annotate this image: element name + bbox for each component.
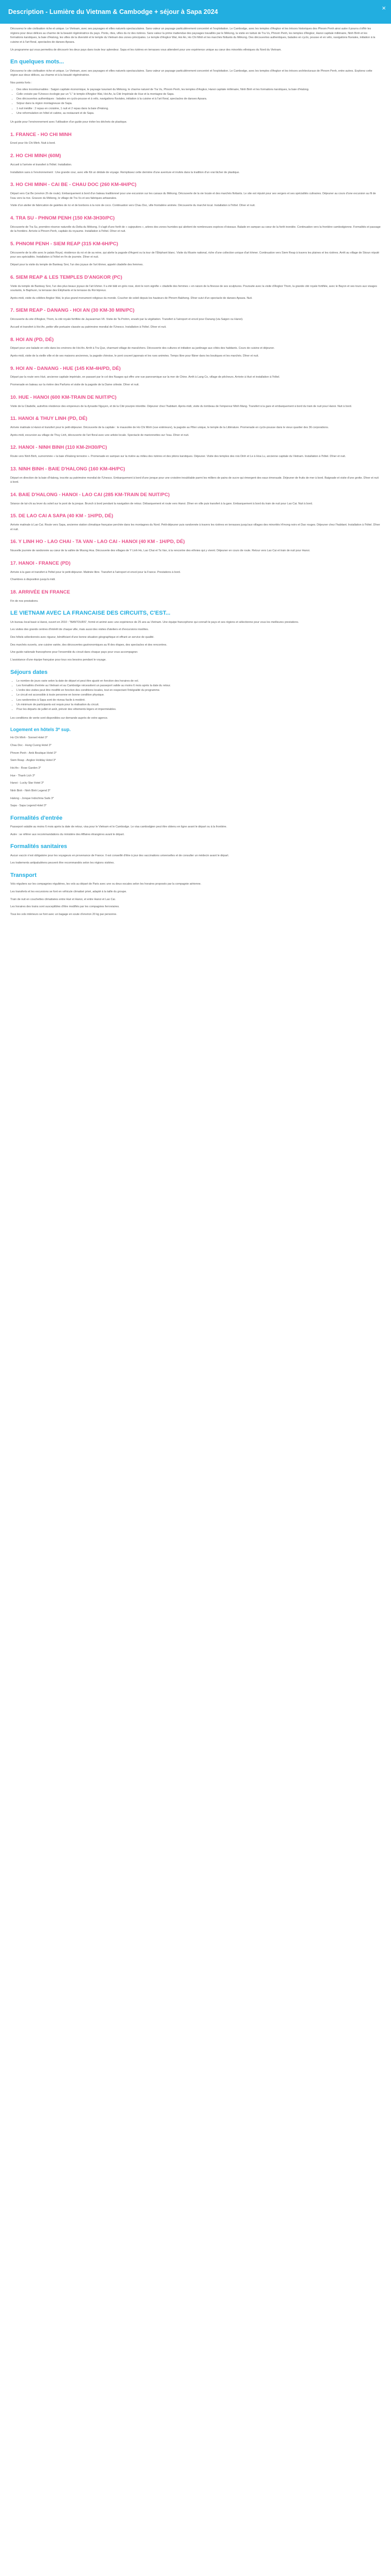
itinerary-day-heading: 7. SIEM REAP - DANANG - HOI AN (30 KM-30 MIN/PC) bbox=[10, 308, 135, 314]
itinerary-day-heading: 18. ARRIVÉE EN FRANCE bbox=[10, 589, 70, 595]
section-heading: Formalités sanitaires bbox=[10, 843, 68, 850]
list-item: • Les formalités d'entrée au Vietnam et au Cambodge nécessitent un passeport valide au moins 6 mois après la date du retour. bbox=[17, 684, 381, 688]
itinerary-day-heading: 10. HUE - HANOI (600 KM-TRAIN DE NUIT/PC) bbox=[10, 394, 117, 400]
section-paragraph: Départ pour la visite du temple de Banteay Srei, l'un des joyaux de l'art khmer, appelé citadelle des femmes. bbox=[10, 263, 143, 267]
section-heading: Logement en hôtels 3* sup. bbox=[10, 726, 71, 732]
section-paragraph: Nouvelle journée de randonnée au cœur de la vallée de Muong Hoa. Découverte des villages de Y Linh Ho, Lao Chai et Ta Van, à la rencontre des ethnies qui y vivent. Déjeuner en cours de route. Retour vers Lao Cai et train de nuit pour Hanoi. bbox=[10, 549, 311, 553]
itinerary-day-heading: 4. TRA SU - PHNOM PENH (150 KM-3H30/PC) bbox=[10, 215, 115, 221]
page bbox=[0, 0, 391, 917]
description-body bbox=[0, 24, 391, 917]
itinerary-day-heading: 1. FRANCE - HO CHI MINH bbox=[10, 131, 72, 138]
section-paragraph: Halong - Jonque Indochina Sails 3* bbox=[10, 796, 54, 800]
itinerary-day-heading: 11. HANOI & THUY LINH (PD, DÉ) bbox=[10, 416, 88, 422]
section-paragraph: Route vers Ninh Binh, surnommée « la baie d'Halong terrestre ». Promenade en sampan sur la rivière au milieu des rizières et des pitons karstiques. Déjeuner. Visite des temples des rois Dinh et Le à Hoa Lu, ancienne capitale du Vietnam. Installation à l'hôtel. Dîner et nuit. bbox=[10, 455, 346, 459]
section-paragraph: Visite du temple de Banteay Srei, l'un des plus beaux joyaux de l'art khmer. Il a été bâti en grès rose, dont le nom signifie « citadelle des femmes » en raison de la finesse de ses sculptures. Poursuite avec la visite d'Angkor Thom, la grande cité royale fortifiée, avec le Bayon et ses tours aux visages souriants, le Baphuon, la terrasse des Éléphants et la terrasse du Roi lépreux. bbox=[10, 284, 377, 293]
section-heading: Formalités d'entrée bbox=[10, 815, 63, 821]
section-paragraph: Visite d'un atelier de fabrication de galettes de riz et de bonbons à la noix de coco. Continuation vers Chau Doc, ville frontalière animée. Découverte du marché local. Installation à l'hôtel. Dîner et nuit. bbox=[10, 204, 255, 208]
section-paragraph: Les transferts et les excursions se font en véhicule climatisé privé, adapté à la taille du groupe. bbox=[10, 890, 127, 893]
section-paragraph: Autre : se référer aux recommandations du ministère des Affaires étrangères avant le départ. bbox=[10, 833, 125, 836]
itinerary-day-heading: 8. HOI AN (PD, DÉ) bbox=[10, 336, 54, 343]
itinerary-day-heading: 17. HANOI - FRANCE (PD) bbox=[10, 560, 71, 566]
section-paragraph: Accueil et transfert à Hoi An, petite ville portuaire classée au patrimoine mondial de l'Unesco. Installation à l'hôtel. Dîner et nuit. bbox=[10, 325, 167, 329]
section-paragraph: Aucun vaccin n'est obligatoire pour les voyageurs en provenance de France. Il est conseillé d'être à jour des vaccinations universelles et de consulter un médecin avant le départ. bbox=[10, 854, 229, 857]
bullet-list bbox=[10, 679, 381, 712]
section-paragraph: Siem Reap - Angkor Holiday Hotel 3* bbox=[10, 759, 56, 762]
section-note: Un guide pour l'environnement avec l'utilisation d'un guide pour éviter les déchets de plastique. bbox=[10, 120, 127, 124]
section-paragraph: Départ pour une balade en vélo dans les environs de Hoi An. Arrêt à Tra Que, charmant village de maraîchers. Découverte des cultures et initiation au jardinage aux côtés des habitants. Cours de cuisine et déjeuner. bbox=[10, 347, 275, 350]
list-item: • Pour les départs de juillet et août, prévoir des vêtements légers et imperméables. bbox=[17, 707, 381, 712]
section-paragraph: Arrivée matinale à Lao Cai. Route vers Sapa, ancienne station climatique française perchée dans les montagnes du Nord. Petit-déjeuner puis randonnée à travers les rizières en terrasses jusqu'aux villages des minorités H'mong noirs et Dao rouges. Déjeuner chez l'habitant. Installation à l'hôtel. Dîner et nuit. bbox=[10, 523, 380, 531]
section-paragraph: Train de nuit en couchettes climatisées entre Hué et Hanoi, et entre Hanoi et Lao Cai. bbox=[10, 897, 116, 901]
section-paragraph: Un bureau local basé à Hanoi, ouvert en 2010 : "BANTOURS", formé et animé avec une expérience de 25 ans au Vietnam. Une équipe francophone qui connaît le pays et ses régions et sélectionne pour vous les meilleures prestations. bbox=[10, 620, 299, 624]
list-item: • Séjour dans la région montagneuse de Sapa. bbox=[17, 101, 381, 106]
list-item: • Un minimum de participants est requis pour la réalisation du circuit. bbox=[17, 703, 381, 707]
list-item: • Des découvertes authentiques : balades en cyclo-pousse et à vélo, navigations fluviales, initiation à la cuisine et à l'art floral, spectacles de danses Apsara. bbox=[17, 97, 381, 101]
section-paragraph: Visite de la Citadelle, autrefois résidence des empereurs de la dynastie Nguyen, et de la Cité pourpre interdite. Déjeuner chez l'habitant. Après-midi, visite du tombeau de l'empereur Minh Mang. Transfert à la gare et embarquement à bord du train de nuit pour Hanoi. Nuit à bord. bbox=[10, 404, 352, 408]
list-item: • Des sites incontournables : Saigon capitale économique, le paysage luxuriant du Mékong, le charme naturel de Tra Vu, Phnom Penh, les temples d'Angkor, Hanoi capitale millénaire, Ninh Binh et les formations karstiques, la baie d'Halong. bbox=[17, 88, 381, 92]
section-paragraph: Une guide nationale francophone pour l'ensemble du circuit dans chaque pays pour vous accompagner. bbox=[10, 651, 138, 654]
section-paragraph: Chau Doc - Hung Cuong Hotel 3* bbox=[10, 744, 52, 748]
section-paragraph: Arrivée matinale à Hanoi et transfert pour le petit-déjeuner. Découverte de la capitale : le mausolée de Ho Chi Minh (vue extérieure), la pagode au Pilier unique, le temple de la Littérature. Promenade en cyclo-pousse dans le vieux quartier des 36 corporations. bbox=[10, 426, 329, 429]
section-paragraph: Les horaires des trains sont susceptibles d'être modifiés par les compagnies ferroviaires. bbox=[10, 905, 120, 909]
section-heading: Séjours dates bbox=[10, 669, 48, 675]
itinerary-day-heading: 2. HO CHI MINH (60M) bbox=[10, 153, 61, 159]
section-paragraph: Découvrez le site civilisation riche et unique. Le Vietnam, avec ses paysages et villes naturels spectaculaires. Sans valeur un paysage particulièrement concentré et l'exploitation. Le Cambodge, avec les temples d'Angkor et les trésors architecturaux de Phnom Penh, entre autres. Explorez cette région aux deux délices, au charme et à la beauté régénératrice. bbox=[10, 69, 372, 77]
list-item: • Le circuit est accessible à toute personne en bonne condition physique. bbox=[17, 693, 381, 698]
itinerary-day-heading: 16. Y LINH HO - LAO CHAI - TA VAN - LAO CAI - HANOI (40 KM - 1H/PD, DÉ) bbox=[10, 539, 185, 545]
list-item: • Celle croisée par l'Unesco écologie par un "L" le temple d'Angkor Wat, Hoi An, la Cité Impériale de Hue et la montagne de Sapa. bbox=[17, 92, 381, 97]
section-paragraph: Ninh Binh - Ninh Binh Legend 3* bbox=[10, 789, 51, 792]
section-paragraph: Sapa - Sapa Legend Hotel 3* bbox=[10, 804, 47, 808]
header-bar bbox=[0, 0, 391, 24]
section-paragraph: Installation sans à l'environnement : Une grande cour, avec elle fût un dédale de voyage. Remplissez cette dernière d'une aventure et invités dans la tradition d'un vrai lâcher de plastique. bbox=[10, 171, 240, 174]
list-lead: Nos points forts : bbox=[10, 81, 32, 84]
section-paragraph: L'assistance d'une équipe française pour tous vos besoins pendant le voyage. bbox=[10, 658, 107, 662]
section-paragraph: Hanoi - Lucky Star Hotel 3* bbox=[10, 782, 44, 785]
section-paragraph: Découverte de la ville avec le palais Royal, résidence du roi et de sa reine, qui abrite la pagode d'Argent ou la tour de l'Éléphant blanc. Visite du Musée national, riche d'une collection unique d'art khmer. Continuation vers Siem Reap à travers les plaines et les rizières. Arrêt au village de Skoun réputé pour ses spécialités. Installation à l'hôtel en fin de journée. Dîner et nuit. bbox=[10, 251, 380, 259]
section-heading: LE VIETNAM AVEC LA FRANCAISE DES CIRCUITS, C'EST... bbox=[10, 610, 171, 617]
itinerary-day-heading: 14. BAIE D'HALONG - HANOI - LAO CAI (285 KM-TRAIN DE NUIT/PC) bbox=[10, 492, 170, 498]
itinerary-day-heading: 12. HANOI - NINH BINH (110 KM-2H30/PC) bbox=[10, 445, 107, 451]
itinerary-day-heading: 15. DE LAO CAI A SAPA (40 KM - 1H/PD, DÉ) bbox=[10, 513, 113, 519]
section-paragraph: Après-midi, visite de la vieille ville et de ses maisons anciennes, la pagode chinoise, le pont couvert japonais et les rues animées. Temps libre pour flâner dans les boutiques et les marchés. Dîner et nuit. bbox=[10, 354, 259, 358]
section-paragraph: Les traitements antipaludéens peuvent être recommandés selon les régions visitées. bbox=[10, 861, 115, 865]
section-paragraph: Les visites des grands centres d'intérêt de chaque ville, mais aussi des visites d'ateliers et d'excursions insolites. bbox=[10, 628, 149, 632]
list-item: • Les randonnées à Sapa sont de niveau facile à modéré. bbox=[17, 698, 381, 703]
section-paragraph: Phnom Penh - Anik Boutique Hotel 3* bbox=[10, 751, 57, 755]
section-paragraph: Départ par la route vers Hué, ancienne capitale impériale, en passant par le col des Nuages qui offre une vue panoramique sur la mer de Chine. Arrêt à Lang Co, village de pêcheurs. Arrivée à Hué et installation à l'hôtel. bbox=[10, 376, 280, 379]
intro-paragraph: Un programme qui vous permettra de découvrir les deux pays dans toute leur splendeur. Sapa et les rizières en terrasses vous attendent pour une expérience unique au cœur des minorités ethniques du Nord du Vietnam. bbox=[10, 48, 282, 52]
section-note: Les conditions de vente sont disponibles sur demande auprès de votre agence. bbox=[10, 717, 108, 720]
section-paragraph: Arrivée à la gare et transfert à l'hôtel pour le petit-déjeuner. Matinée libre. Transfert à l'aéroport et envol pour la France. Prestations à bord. bbox=[10, 570, 181, 574]
section-paragraph: Des marchés ouverts, une cuisine variée, des découvertes gastronomiques au fil des étapes, des spectacles et des rencontres. bbox=[10, 643, 167, 647]
section-paragraph: Accueil à l'arrivée et transfert à l'hôtel. Installation. bbox=[10, 163, 72, 166]
list-item: • L'ordre des visites peut être modifié en fonction des conditions locales, tout en respectant l'intégralité du programme. bbox=[17, 688, 381, 693]
close-icon[interactable]: × bbox=[382, 4, 386, 12]
itinerary-day-heading: 5. PHNOM PENH - SIEM REAP (315 KM-6H/PC) bbox=[10, 241, 118, 247]
itinerary-day-heading: 3. HO CHI MINH - CAI BE - CHAU DOC (260 KM-4H/PC) bbox=[10, 182, 137, 188]
itinerary-day-heading: 13. NINH BINH - BAIE D'HALONG (160 KM-4H/PC) bbox=[10, 466, 125, 472]
bullet-list bbox=[10, 88, 381, 116]
section-paragraph: Promenade en bateau sur la rivière des Parfums et visite de la pagode de la Dame céleste. Dîner et nuit. bbox=[10, 383, 139, 387]
list-item: • 1 nuit inédite : 2 repas en croisière, 1 nuit et 2 repas dans la baie d'Halong. bbox=[17, 107, 381, 111]
list-item: • Une reformulation en hôtel et cabine, au restaurant et de Sapa. bbox=[17, 111, 381, 116]
section-paragraph: Après-midi, visite du célèbre Angkor Wat, le plus grand monument religieux du monde. Coucher de soleil depuis les hauteurs de Phnom Bakheng. Dîner suivi d'un spectacle de danses Apsara. Nuit. bbox=[10, 296, 253, 300]
section-paragraph: Envol pour Ho Chi Minh. Nuit à bord. bbox=[10, 142, 56, 145]
section-heading: En quelques mots... bbox=[10, 59, 64, 65]
section-paragraph: Fin de nos prestations. bbox=[10, 599, 39, 603]
page-title: Description - Lumière du Vietnam & Cambodge + séjour à Sapa 2024 bbox=[8, 8, 218, 15]
section-paragraph: Des hôtels sélectionnés avec rigueur, bénéficiant d'une bonne situation géographique et offrant un service de qualité. bbox=[10, 635, 155, 639]
section-paragraph: Ho Chi Minh - Sonnet Hotel 3* bbox=[10, 736, 48, 740]
itinerary-day-heading: 9. HOI AN - DANANG - HUE (145 KM-4H/PD, DÉ) bbox=[10, 365, 121, 371]
section-paragraph: Découverte du site d'Angkor, Thom, la cité royale fortifiée de Jayavarman VII. Visite de Ta Prohm, envahi par la végétation. Transfert à l'aéroport et envol pour Danang (via Saigon ou Hanoi). bbox=[10, 318, 243, 321]
section-paragraph: Séance de taï-chi au lever du soleil sur le pont de la jonque. Brunch à bord pendant la navigation de retour. Débarquement et route vers Hanoi. Dîner en ville puis transfert à la gare. Embarquement à bord du train de nuit pour Lao Cai. Nuit à bord. bbox=[10, 502, 313, 505]
section-paragraph: Hoi An - Rose Garden 3* bbox=[10, 767, 41, 770]
intro-paragraph: Découvrez le site civilisation riche et unique. Le Vietnam, avec ses paysages et villes naturels spectaculaires. Sans valeur un paysage particulièrement concentré et l'exploitation. Le Cambodge, avec les temples d'Angkor et les trésors historiques des Phnom Penh ainsi autre il pourra s'offrir les régions pour deux délices au charme de la beauté régénératrice du pays. Ponts, rites, villes du riz des rizières. Sans valeur la prime inattendue des paysages travaillés par le Mékong, la visite en tuktuk de Tra Vu, Phnom Penh, les temples d'Angkor, Hanoi capitale millénaire, Ninh Binh et les formations karstiques, la baie d'Halong, les villes de la diversité et le temple du Vietnam des zones principales. Le temple d'Angkor Wat, Hoi An, Ho Chi Minh et les marchés flottants du Mékong. Des découvertes authentiques, balades en cyclo, pousse et en vélo, navigations fluviales, initiation à la cuisine et à l'art floral, spectacles de danses Apsara. bbox=[10, 27, 376, 44]
section-paragraph: Vols réguliers sur les compagnies régulières, les vols au départ de Paris avec une ou deux escales selon les horaires proposés par la compagnie aérienne. bbox=[10, 883, 202, 886]
list-item: • Le nombre de jours varie selon la date de départ et peut être ajusté en fonction des horaires de vol. bbox=[17, 679, 381, 684]
itinerary-day-heading: 6. SIEM REAP & LES TEMPLES D'ANGKOR (PC) bbox=[10, 274, 122, 280]
section-paragraph: Départ vers Cai Be (environ 2h de route). Embarquement à bord d'un bateau traditionnel pour une excursion sur les canaux du Mékong. Découverte de la vie locale et des marchés flottants. Le site est réputé pour ses vergers et ses spécialités culinaires. Déjeuner au cours d'une excursion au fil de l'eau vers la rive. Gravure du Mékong, le village de Tra Vu et ses fabriques artisanales. bbox=[10, 192, 376, 200]
section-paragraph: Tous les vols intérieurs se font avec un bagage en soute d'environ 20 kg par personne. bbox=[10, 912, 117, 916]
section-paragraph: Départ en direction de la baie d'Halong, inscrite au patrimoine mondial de l'Unesco. Embarquement à bord d'une jonque pour une croisière inoubliable parmi les milliers de pains de sucre qui émergent des eaux émeraude. Déjeuner de fruits de mer à bord. Baignade et visite d'une grotte. Dîner et nuit à bord. bbox=[10, 476, 379, 484]
section-paragraph: Passeport valable au moins 6 mois après la date de retour, visa pour le Vietnam et le Cambodge. Le visa cambodgien peut être obtenu en ligne avant le départ ou à la frontière. bbox=[10, 825, 227, 829]
section-paragraph: Hue - Thanh Lich 3* bbox=[10, 774, 35, 777]
section-paragraph: Chambres à disposition jusqu'à midi. bbox=[10, 578, 56, 582]
section-paragraph: Découverte de Tra Su, première réserve naturelle du Delta du Mékong. Il s'agit d'une forêt de « cajeputiers », arbres des zones humides qui abritent de nombreuses espèces d'oiseaux. Balade en sampan au cœur de la forêt inondée. Continuation vers la frontière cambodgienne. Formalités et passage de la frontière. Arrivée à Phnom Penh, capitale du royaume. Installation à l'hôtel. Dîner et nuit. bbox=[10, 225, 381, 233]
section-paragraph: Après-midi, excursion au village de Thuy Linh, découverte de l'art floral avec une artiste locale. Spectacle de marionnettes sur l'eau. Dîner et nuit. bbox=[10, 433, 189, 437]
section-heading: Transport bbox=[10, 872, 37, 879]
